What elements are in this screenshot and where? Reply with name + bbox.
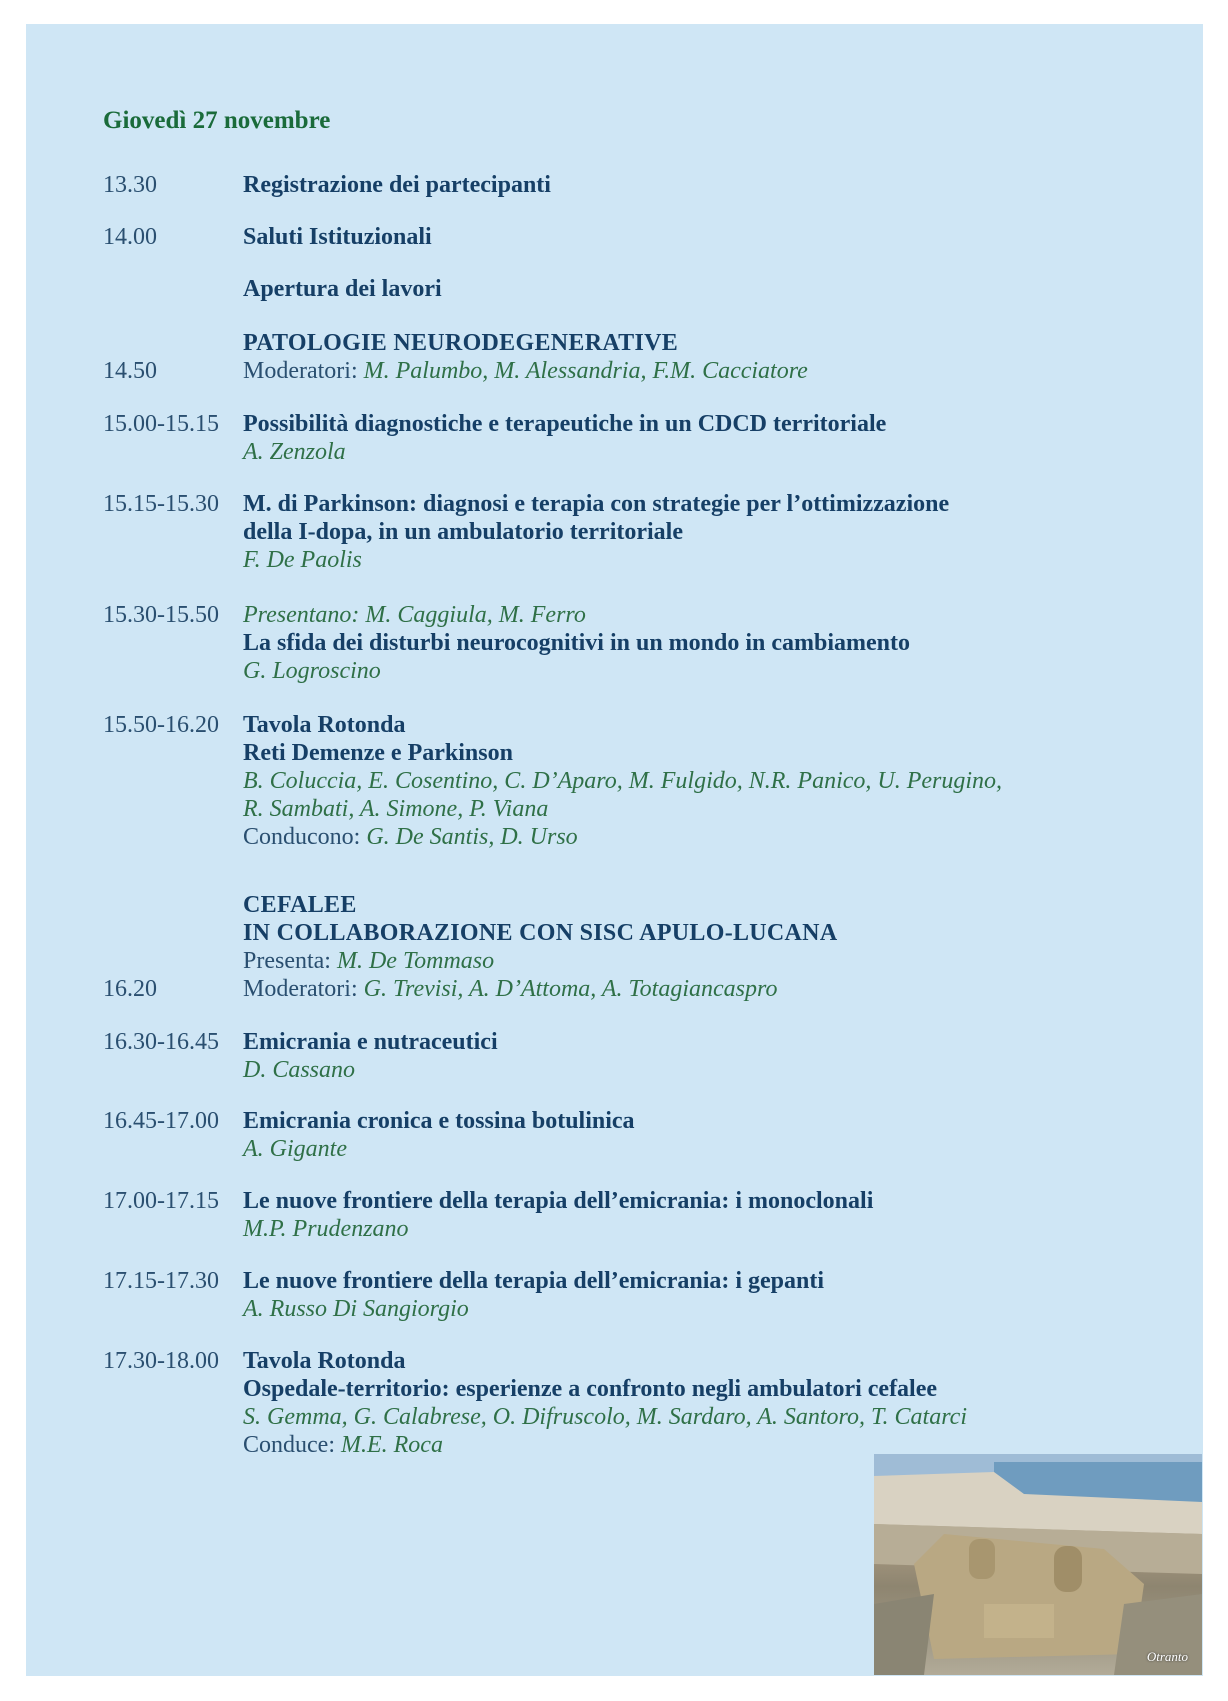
time-slot: 13.30: [103, 172, 157, 198]
session-title: Apertura dei lavori: [243, 276, 442, 302]
speaker-name: F. De Paolis: [243, 547, 362, 573]
roundtable-label: Tavola Rotonda: [243, 1348, 406, 1374]
talk-title: Emicrania cronica e tossina botulinica: [243, 1108, 635, 1134]
time-slot: 14.00: [103, 224, 157, 250]
session-title: Registrazione dei partecipanti: [243, 172, 551, 198]
speaker-name: A. Russo Di Sangiorgio: [243, 1296, 469, 1322]
time-slot: 17.30-18.00: [103, 1348, 219, 1374]
moderators-label: Moderatori:: [243, 976, 358, 1002]
presenters-line: [243, 602, 586, 629]
conductor-label: Conduce:: [243, 1432, 335, 1458]
participants: S. Gemma, G. Calabrese, O. Difruscolo, M. Sardaro, A. Santoro, T. Catarci: [243, 1404, 967, 1430]
presenter-label: Presenta:: [243, 948, 331, 974]
presenters-names: M. Caggiula, M. Ferro: [365, 602, 586, 628]
talk-title: Emicrania e nutraceutici: [243, 1029, 498, 1055]
time-slot: 14.50: [103, 358, 157, 384]
talk-title: Le nuove frontiere della terapia dell’emicrania: i gepanti: [243, 1268, 825, 1294]
roundtable-label: Tavola Rotonda: [243, 712, 406, 738]
conductor-line: [243, 1432, 443, 1459]
time-slot: 15.00-15.15: [103, 411, 219, 437]
talk-title: Le nuove frontiere della terapia dell’emicrania: i monoclonali: [243, 1188, 874, 1214]
time-slot: 16.20: [103, 976, 157, 1002]
time-slot: 15.50-16.20: [103, 712, 219, 738]
speaker-name: D. Cassano: [243, 1057, 356, 1083]
talk-title: M. di Parkinson: diagnosi e terapia con strategie per l’ottimizzazione: [243, 491, 950, 517]
time-slot: 15.30-15.50: [103, 602, 219, 628]
speaker-name: G. Logroscino: [243, 658, 381, 684]
session-title: Saluti Istituzionali: [243, 224, 432, 250]
moderators-names: M. Palumbo, M. Alessandria, F.M. Cacciatore: [363, 358, 808, 384]
moderators-label: Moderatori:: [243, 358, 358, 384]
photo-caption: Otranto: [1146, 1649, 1188, 1664]
speaker-name: M.P. Prudenzano: [243, 1216, 409, 1242]
moderators-names: G. Trevisi, A. D’Attoma, A. Totagiancaspro: [363, 976, 778, 1002]
talk-title: Ospedale-territorio: esperienze a confronto negli ambulatori cefalee: [243, 1376, 938, 1402]
speaker-name: A. Gigante: [243, 1136, 347, 1162]
moderators-line: [243, 976, 777, 1003]
time-slot: 16.45-17.00: [103, 1108, 219, 1134]
talk-title: La sfida dei disturbi neurocognitivi in un mondo in cambiamento: [243, 630, 911, 656]
day-heading: Giovedì 27 novembre: [103, 107, 331, 134]
talk-title: Reti Demenze e Parkinson: [243, 740, 513, 766]
otranto-photo: [874, 1454, 1202, 1675]
section-subheading: IN COLLABORAZIONE CON SISC APULO-LUCANA: [243, 920, 838, 946]
time-slot: 15.15-15.30: [103, 491, 219, 517]
section-heading: PATOLOGIE NEURODEGENERATIVE: [243, 330, 679, 356]
time-slot: 17.15-17.30: [103, 1268, 219, 1294]
castle-illustration: [874, 1454, 1202, 1675]
conductor-name: M.E. Roca: [340, 1432, 443, 1458]
time-slot: 17.00-17.15: [103, 1188, 219, 1214]
section-heading: CEFALEE: [243, 892, 357, 918]
presenter-line: [243, 948, 494, 975]
talk-title: Possibilità diagnostiche e terapeutiche in un CDCD territoriale: [243, 411, 887, 437]
presenters-label: Presentano:: [243, 602, 360, 628]
participants: B. Coluccia, E. Cosentino, C. D’Aparo, M. Fulgido, N.R. Panico, U. Perugino,: [243, 768, 1003, 794]
presenter-name: M. De Tommaso: [336, 948, 495, 974]
moderators-line: [243, 358, 808, 385]
participants-cont: R. Sambati, A. Simone, P. Viana: [243, 796, 549, 822]
conductors-label: Conducono:: [243, 824, 361, 850]
talk-title-cont: della I-dopa, in un ambulatorio territoriale: [243, 519, 683, 545]
conductors-line: [243, 824, 578, 851]
speaker-name: A. Zenzola: [243, 439, 346, 465]
time-slot: 16.30-16.45: [103, 1029, 219, 1055]
conductors-names: G. De Santis, D. Urso: [366, 824, 578, 850]
